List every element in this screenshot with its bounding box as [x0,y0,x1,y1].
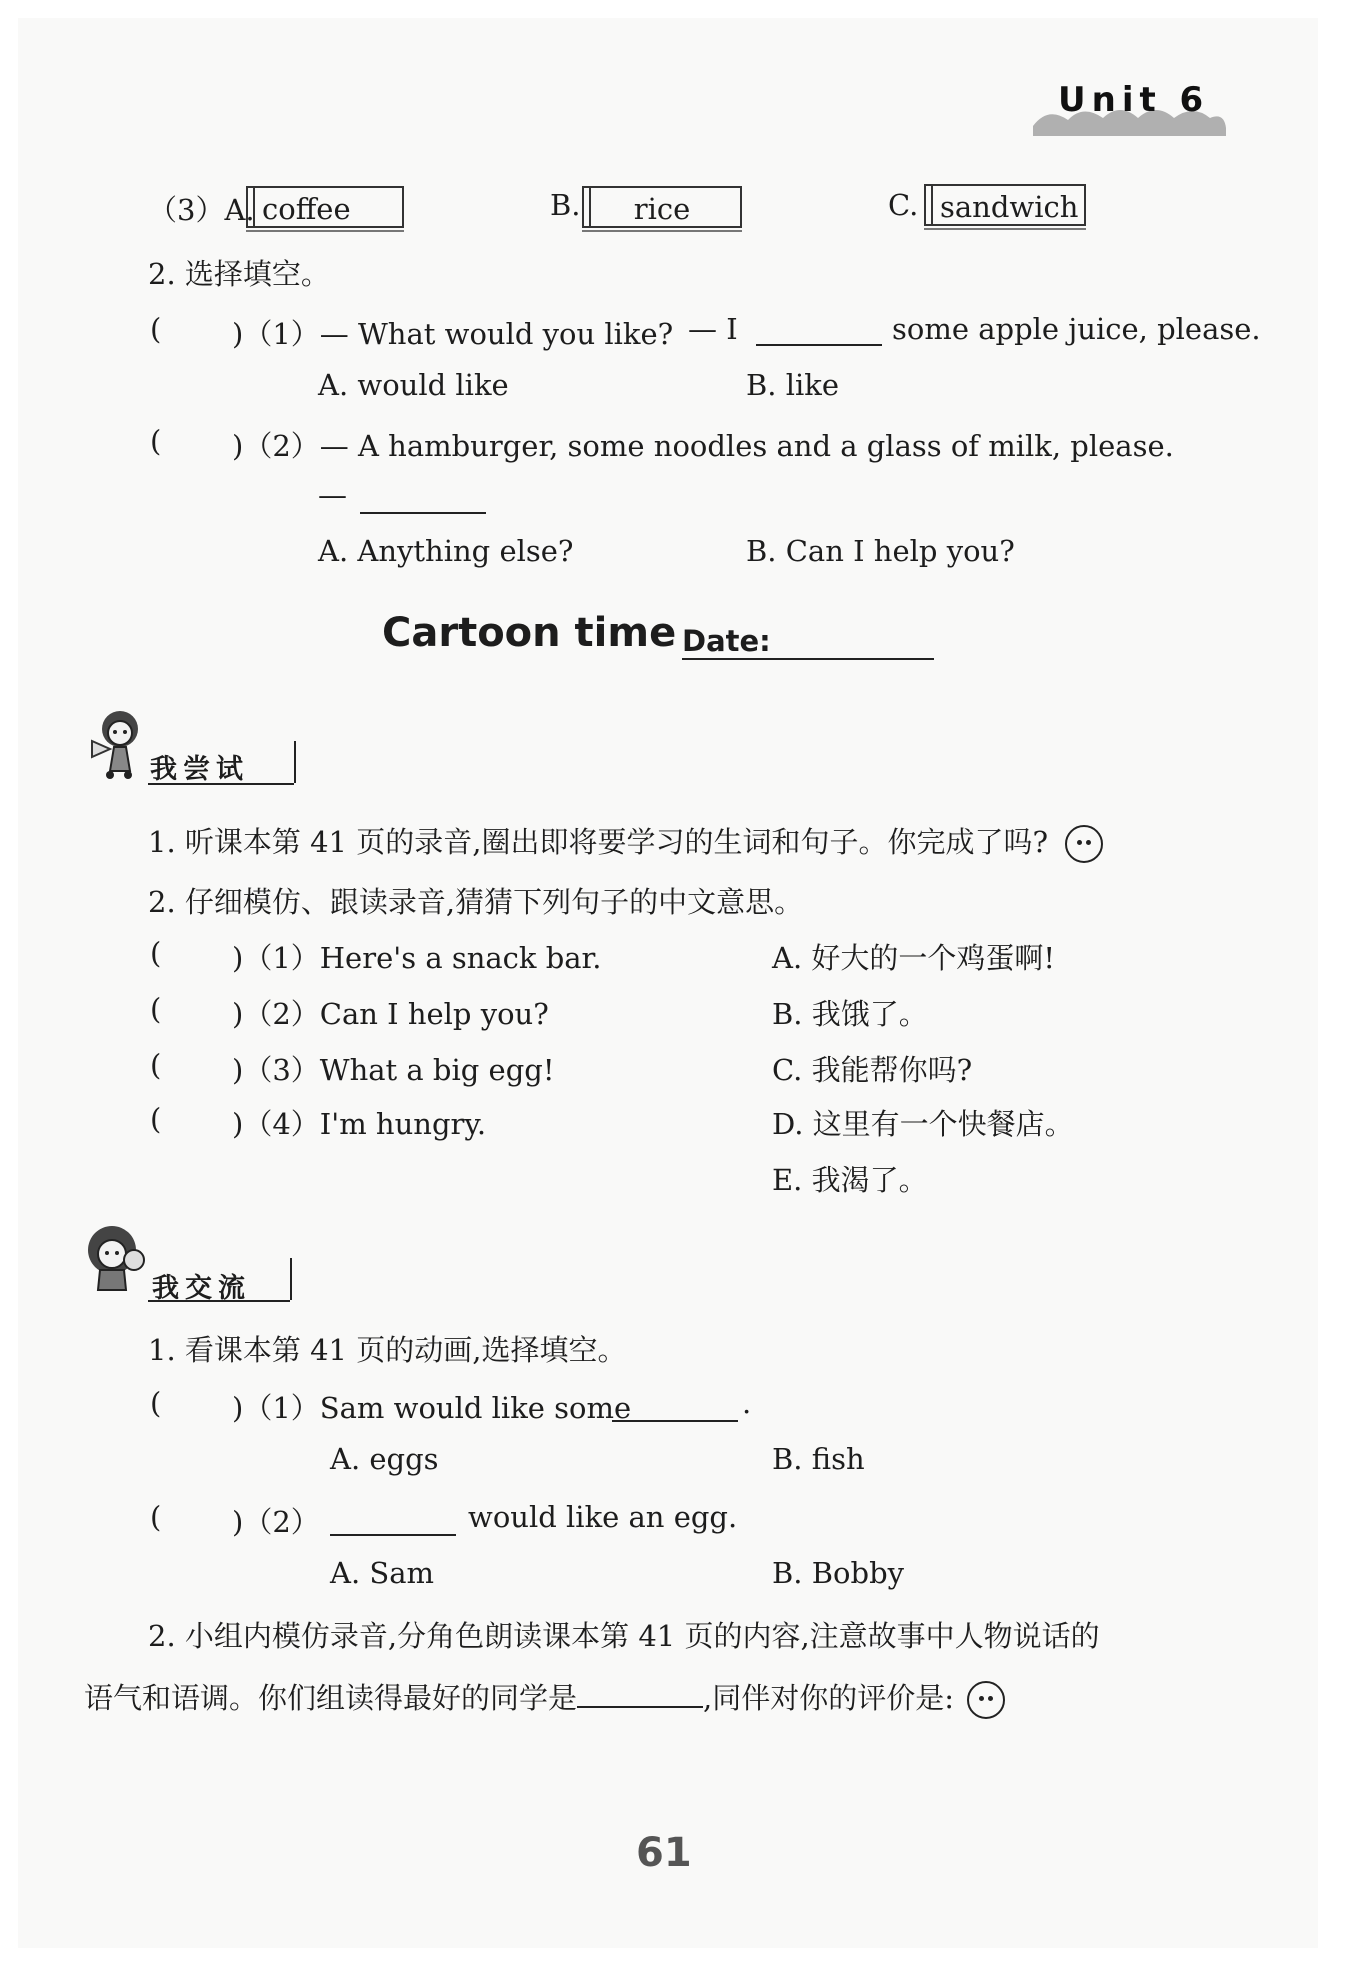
match-row-1-left: )（1）Here's a snack bar. [232,941,602,975]
talk-section-header [80,1220,310,1304]
item-2-option-a: A. Anything else? [318,534,574,568]
girl-mascot-icon [80,705,150,785]
word-rice: rice [582,186,742,228]
talk-item-1-blank[interactable] [612,1390,738,1426]
talk-item-2-option-a: A. Sam [330,1556,435,1590]
talk-item-2-option-b: B. Bobby [772,1556,905,1590]
talk-section-label: 我交流 [152,1273,251,1304]
paren-open: ( [150,936,162,970]
try-q1 [148,820,1103,863]
item-2-question: )（2）— A hamburger, some noodles and a glass of milk, please. [232,429,1174,463]
talk-q2-line1: 2. 小组内模仿录音,分角色朗读课本第 41 页的内容,注意故事中人物说话的 [148,1619,1100,1653]
talk-q1: 1. 看课本第 41 页的动画,选择填空。 [148,1333,627,1367]
best-student-blank[interactable] [577,1676,703,1708]
talk-item-1-text: )（1）Sam would like some [232,1391,632,1425]
date-line[interactable] [682,658,934,660]
match-row-2-right: B. 我饿了。 [772,997,928,1031]
section-underline [148,1300,290,1302]
talk-item-1-option-a: A. eggs [330,1442,439,1476]
item-1-option-a: A. would like [318,368,509,402]
talk-item-2-text: would like an egg. [468,1500,738,1534]
date-label: Date: [682,624,771,658]
word-box-coffee [246,186,404,228]
word-sandwich: sandwich [924,184,1086,226]
match-row-3-left: )（3）What a big egg! [232,1053,555,1087]
item-2-option-b: B. Can I help you? [746,534,1015,568]
item-1-option-b: B. like [746,368,840,402]
talk-q2-line2-end: ,同伴对你的评价是: [703,1681,955,1715]
page-number: 61 [636,1830,692,1876]
word-box-sandwich [924,184,1086,226]
item-1-answer-start: — I [688,312,738,346]
item-1-question: )（1）— What would you like? [232,317,674,351]
talk-item-1-option-b: B. fish [772,1442,865,1476]
section-underline [148,783,294,785]
section-divider [290,1258,292,1300]
workbook-page [18,18,1318,1948]
q3-label: （3）A. [148,193,255,227]
item-1-answer-end: some apple juice, please. [892,312,1261,346]
try-q2: 2. 仔细模仿、跟读录音,猜猜下列句子的中文意思。 [148,885,804,919]
match-row-3-right: C. 我能帮你吗? [772,1053,973,1087]
word-box-rice [582,186,742,228]
match-row-4-left: )（4）I'm hungry. [232,1107,487,1141]
try-section-label: 我尝试 [150,754,249,785]
unit-title: Unit 6 [1058,80,1210,120]
q3-b-label: B. [550,188,581,222]
paren-open: ( [150,992,162,1026]
paren-open: ( [150,1048,162,1082]
item-1-blank[interactable] [756,314,882,350]
paren-open: ( [150,312,162,346]
smiley-face-icon[interactable] [967,1681,1005,1719]
talk-item-2-num: )（2） [232,1505,320,1539]
unit-banner [1028,80,1228,138]
match-row-4-right: D. 这里有一个快餐店。 [772,1107,1074,1141]
word-coffee: coffee [246,186,404,228]
paren-open: ( [150,1500,162,1534]
cartoon-title: Cartoon time [382,610,677,656]
try-q1-text: 1. 听课本第 41 页的录音,圈出即将要学习的生词和句子。你完成了吗? [148,825,1048,859]
paren-open: ( [150,1386,162,1420]
talk-item-2-blank[interactable] [330,1504,456,1540]
match-row-1-right: A. 好大的一个鸡蛋啊! [772,941,1056,975]
talk-item-1-period: . [742,1386,752,1420]
paren-open: ( [150,424,162,458]
item-2-blank[interactable] [360,482,486,518]
try-section-header [80,705,310,785]
talk-q2-line2 [84,1676,1005,1719]
match-row-2-left: )（2）Can I help you? [232,997,549,1031]
smiley-face-icon[interactable] [1065,825,1103,863]
q2-title: 2. 选择填空。 [148,257,330,291]
match-extra-option: E. 我渴了。 [772,1163,928,1197]
boy-mascot-icon [80,1220,150,1300]
section-divider [294,741,296,783]
item-2-dash: — [318,478,347,512]
paren-open: ( [150,1102,162,1136]
q3-c-label: C. [888,188,919,222]
talk-q2-line2-start: 语气和语调。你们组读得最好的同学是 [84,1681,578,1715]
